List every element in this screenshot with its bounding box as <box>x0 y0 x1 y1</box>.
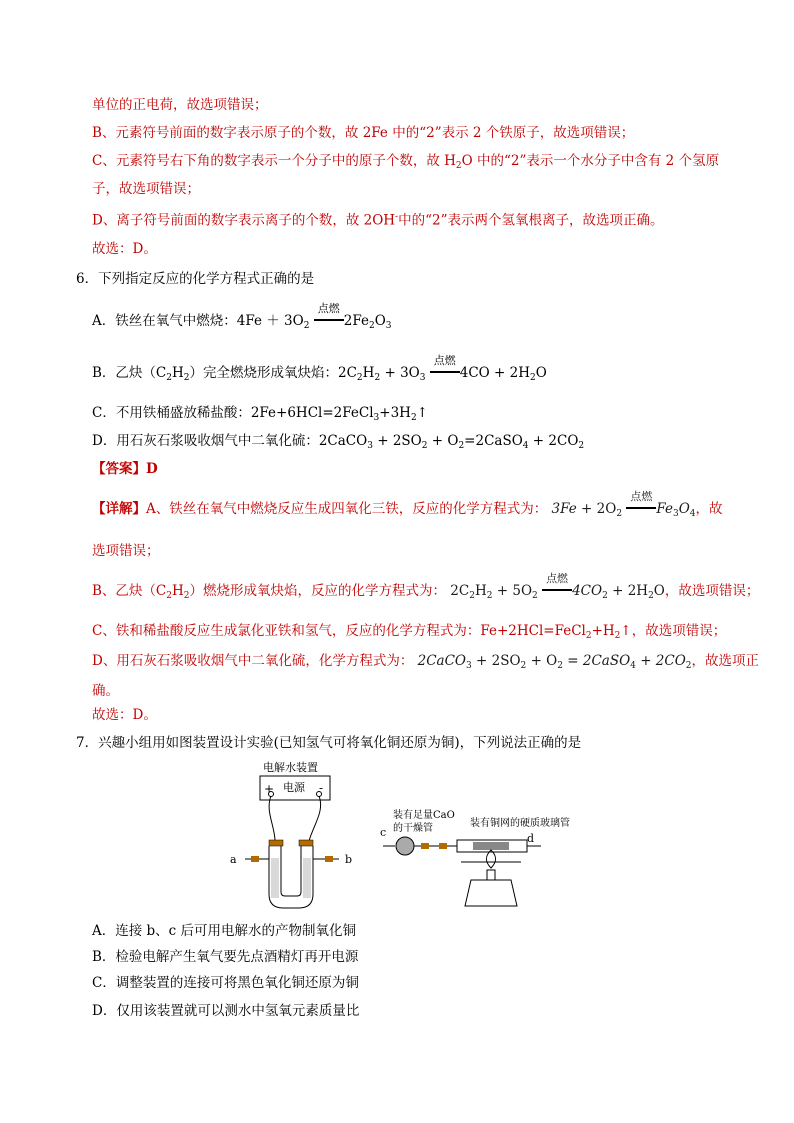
port-b-label: b <box>345 853 353 866</box>
minus-sign: - <box>319 781 324 795</box>
apparatus-figure <box>225 756 625 916</box>
q7-option-c: C．调整装置的连接可将黑色氧化铜还原为铜 <box>92 975 359 991</box>
q7-option-d: D．仅用该装置就可以测水中氢氧元素质量比 <box>92 1003 360 1019</box>
flame <box>486 850 495 868</box>
q5-line-1: 单位的正电荷，故选项错误； <box>92 97 268 113</box>
q6-stem: 6．下列指定反应的化学方程式正确的是 <box>76 271 315 287</box>
q7-stem: 7．兴趣小组用如图装置设计实验(已知氢气可将氧化铜还原为铜)，下列说法正确的是 <box>76 735 582 751</box>
q6-option-a: A．铁丝在氧气中燃烧：$4Fe + 3O_2$ 点燃 $2Fe_2O_3$ <box>92 302 392 331</box>
port-d-label: d <box>527 832 535 845</box>
q5-choice: 故选：D。 <box>92 241 157 257</box>
tube-label: 装有铜网的硬质玻璃管 <box>470 818 570 829</box>
q6-option-c: C．不用铁桶盛放稀盐酸：$2Fe+6HCl=2FeCl_3+3H_2↑$ <box>92 405 428 423</box>
q6-detail-d-cont: 确。 <box>92 683 119 699</box>
q6-detail-c: C、铁和稀盐酸反应生成氯化亚铁和氢气，反应的化学方程式为：$Fe+2HCl=FeCl_2+H_2↑$，故选项错误； <box>92 623 727 641</box>
q5-line-5: D、离子符号前面的数字表示离子的个数，故 2OH-中的“2”表示两个氢氧根离子，故选项正确。 <box>92 212 664 229</box>
figure-title: 电解水装置 <box>263 761 318 774</box>
q5-line-3: C、元素符号右下角的数字表示一个分子中的原子个数，故 $H_2O$ 中的“2”表示一个水分子中含有 2 个氢原 <box>92 153 720 171</box>
q7-option-a: A．连接 b、c 后可用电解水的产物制氧化铜 <box>92 923 357 939</box>
dryer-label-1: 装有足量CaO <box>393 810 455 821</box>
drying-tube <box>396 837 414 855</box>
q7-option-b: B．检验电解产生氧气要先点酒精灯再开电源 <box>92 949 359 965</box>
q5-line-2: B、元素符号前面的数字表示原子的个数，故 2Fe 中的“2”表示 2 个铁原子，故选项错误； <box>92 125 635 141</box>
dryer-label-2: 的干燥管 <box>393 823 433 834</box>
q5-line-4: 子，故选项错误； <box>92 181 200 197</box>
q6-detail-b: B、乙炔$(C_2H_2)$燃烧形成氧炔焰，反应的化学方程式为： $2C_2H_2 + 5O_2$ 点燃 $4CO_2 + 2H_2O$，故选项错误； <box>92 572 760 601</box>
power-label: 电源 <box>283 781 305 794</box>
q6-detail-d: D、用石灰石浆吸收烟气中二氧化硫，化学方程式为： 2CaCO$_3$ + $2SO_2 + O_2$ = 2CaSO$_4$ + $2CO_2$，故选项正 <box>92 653 760 671</box>
port-c-label: c <box>380 826 387 839</box>
q6-choice: 故选：D。 <box>92 707 157 723</box>
alcohol-lamp <box>465 880 517 906</box>
plus-sign: + <box>264 782 275 796</box>
port-a-label: a <box>230 853 237 866</box>
q6-detail-a: 【详解】A、铁丝在氧气中燃烧反应生成四氧化三铁，反应的化学方程式为： $3Fe + 2O_2$ 点燃 $Fe_3O_4$，故 <box>92 490 723 519</box>
q6-option-b: B．乙炔$(C_2H_2)$完全燃烧形成氧炔焰：$2C_2H_2 + 3O_3$ 点燃 $4CO + 2H_2O$ <box>92 354 547 383</box>
q6-answer: 【答案】D <box>92 461 158 477</box>
q6-option-d: D．用石灰石浆吸收烟气中二氧化硫：2CaCO$_3$ + $2SO_2$ + $O_2=2CaSO_4 + 2CO_2$ <box>92 433 585 451</box>
q6-detail-a-cont: 选项错误； <box>92 543 160 559</box>
